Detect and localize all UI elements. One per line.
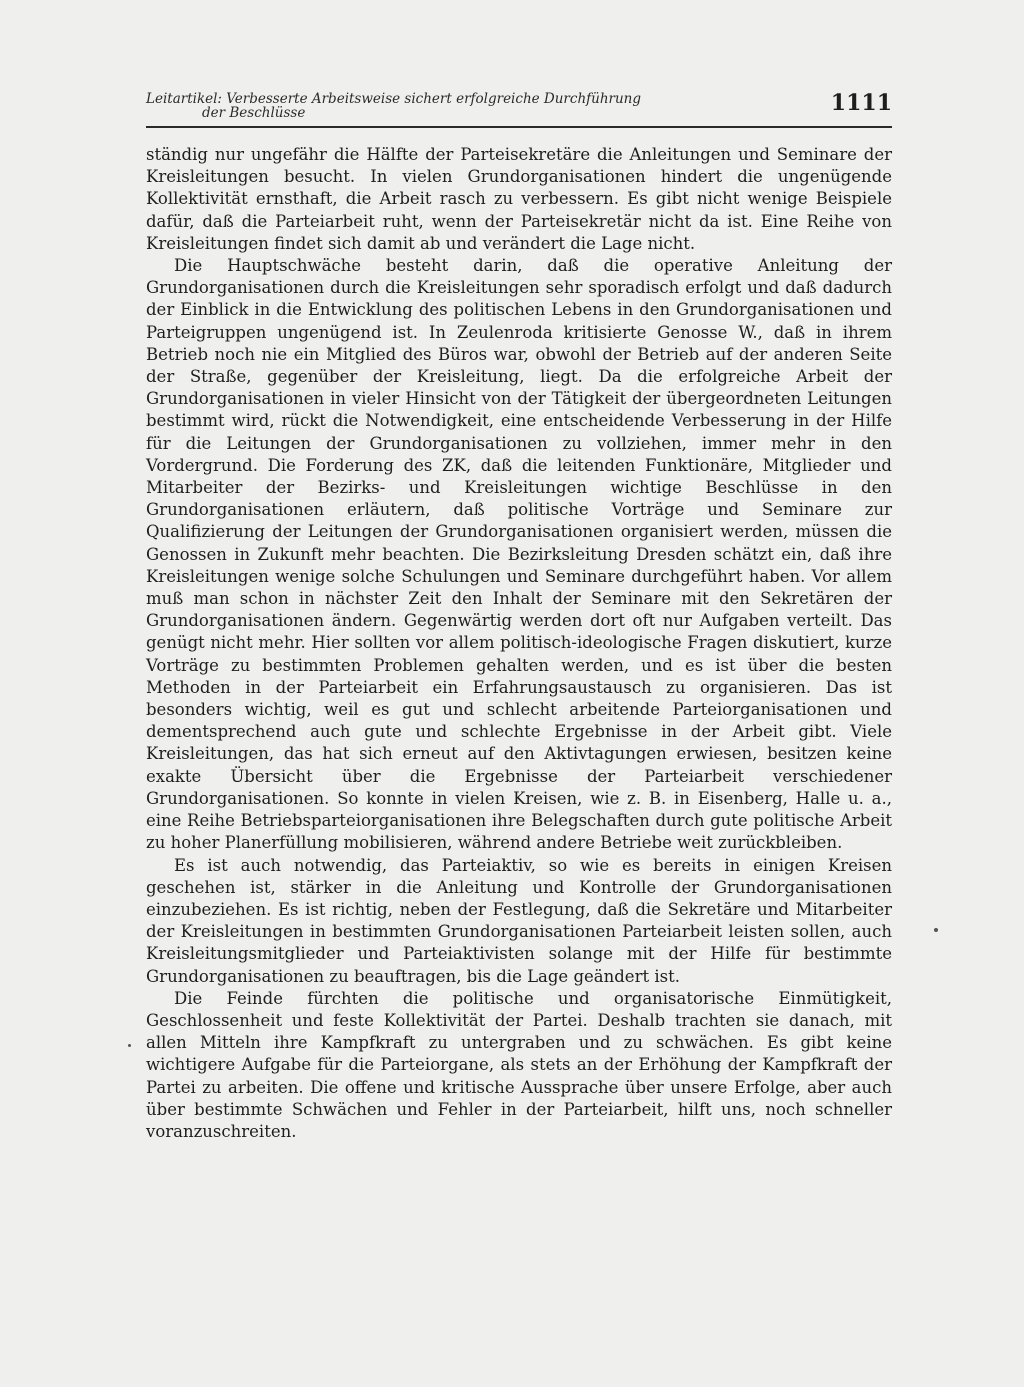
header-title-line-2: der Beschlüsse [202,105,306,121]
header-title [146,92,746,120]
running-header [146,92,892,128]
paragraph-2: Die Hauptschwäche besteht darin, daß die operative Anleitung der Grundorganisationen durch die Kreisleitungen sehr sporadisch erfolgt und daß dadurch der Einblick in die Entwicklung des politischen Lebens in den Grundorganisationen und Parteigruppen ungenügend ist. In Zeulenroda kritisierte Genosse W., daß in ihrem Betrieb noch nie ein Mitglied des Büros war, obwohl der Betrieb auf der anderen Seite der Straße, gegenüber der Kreisleitung, liegt. Da die erfolgreiche Arbeit der Grundorganisationen in vieler Hinsicht von der Tätigkeit der übergeordneten Leitungen bestimmt wird, rückt die Notwendigkeit, eine entscheidende Verbesserung in der Hilfe für die Leitungen der Grundorganisationen zu vollziehen, immer mehr in den Vordergrund. Die Forderung des ZK, daß die leitenden Funktionäre, Mitglieder und Mitarbeiter der Bezirks- und Kreisleitungen wichtige Beschlüsse in den Grundorganisationen erläutern, daß politische Vorträge und Seminare zur Qualifizierung der Leitungen der Grundorganisationen organisiert werden, müssen die Genossen in Zukunft mehr beachten. Die Bezirksleitung Dresden schätzt ein, daß ihre Kreisleitungen wenige solche Schulungen und Seminare durchgeführt haben. Vor allem muß man schon in nächster Zeit den Inhalt der Seminare mit den Sekretären der Grundorganisationen ändern. Gegenwärtig werden dort oft nur Aufgaben verteilt. Das genügt nicht mehr. Hier sollten vor allem politisch-ideologische Fragen diskutiert, kurze Vorträge zu bestimmten Problemen gehalten werden, und es ist über die besten Methoden in der Parteiarbeit ein Erfahrungsaustausch zu organisieren. Das ist besonders wichtig, weil es gut und schlecht arbeitende Parteiorganisationen und dementsprechend auch gute und schlechte Ergebnisse in der Arbeit gibt. Viele Kreisleitungen, das hat sich erneut auf den Aktivtagungen erwiesen, besitzen keine exakte Übersicht über die Ergebnisse der Parteiarbeit verschiedener Grundorganisationen. So konnte in vielen Kreisen, wie z. B. in Eisenberg, Halle u. a., eine Reihe Betriebsparteiorganisationen ihre Belegschaften durch gute politische Arbeit zu hoher Planerfüllung mobilisieren, während andere Betriebe weit zurückbleiben. [146,256,892,853]
paragraph-4: Die Feinde fürchten die politische und organisatorische Einmütigkeit, Geschlossenheit und feste Kollektivität der Partei. Deshalb trachten sie danach, mit allen Mitteln ihre Kampfkraft zu untergraben und zu schwächen. Es gibt keine wichtigere Aufgabe für die Parteiorgane, als stets an der Erhöhung der Kampfkraft der Partei zu arbeiten. Die offene und kritische Aussprache über unsere Erfolge, aber auch über bestimmte Schwächen und Fehler in der Parteiarbeit, hilft uns, noch schneller voranzuschreiten. [146,988,892,1141]
article-body [146,144,892,1143]
paragraph-1: ständig nur ungefähr die Hälfte der Parteisekretäre die Anleitungen und Seminare der Kreisleitungen besucht. In vielen Grundorganisationen hindert die ungenügende Kollektivität ernsthaft, die Arbeit rasch zu verbessern. Es gibt nicht wenige Beispiele dafür, daß die Parteiarbeit ruht, wenn der Parteisekretär nicht da ist. Eine Reihe von Kreisleitungen findet sich damit ab und verändert die Lage nicht. [146,145,892,253]
header-title-line-1: Leitartikel: Verbesserte Arbeitsweise sichert erfolgreiche Durchführung [146,91,642,107]
page-number: 1111 [830,90,892,116]
paragraph-3: Es ist auch notwendig, das Parteiaktiv, so wie es bereits in einigen Kreisen geschehen ist, stärker in die Anleitung und Kontrolle der Grundorganisationen einzubeziehen. Es ist richtig, neben der Festlegung, daß die Sekretäre und Mitarbeiter der Kreisleitungen in bestimmten Grundorganisationen Parteiarbeit leisten sollen, auch Kreisleitungsmitglieder und Parteiaktivisten solange mit der Hilfe für bestimmte Grundorganisationen zu beauftragen, bis die Lage geändert ist. [146,855,892,986]
print-speck [934,928,938,932]
print-speck [128,1044,131,1047]
